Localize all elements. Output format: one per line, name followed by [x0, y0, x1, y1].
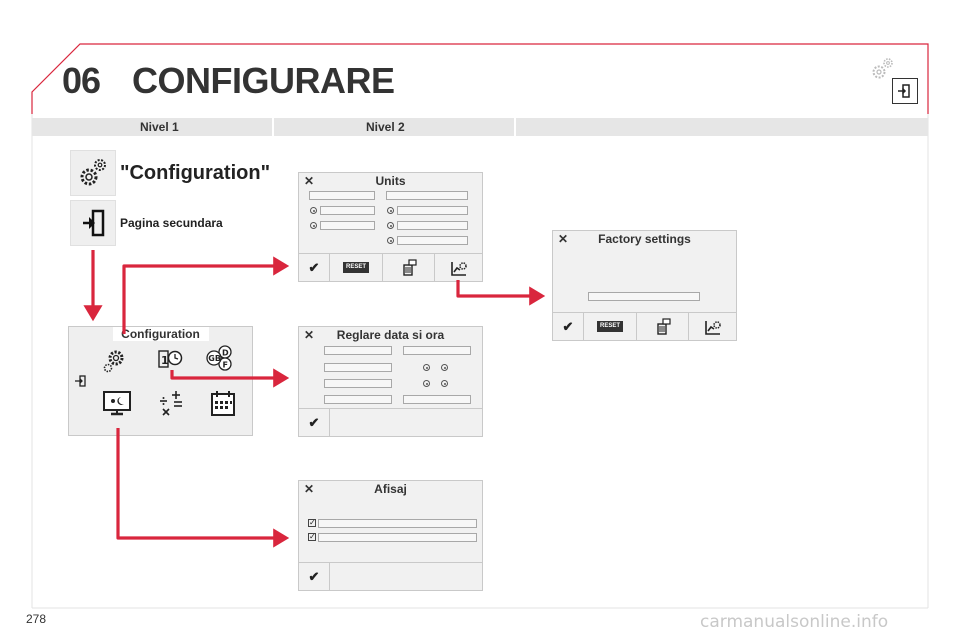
- units-option[interactable]: [320, 221, 375, 230]
- close-icon[interactable]: ✕: [304, 482, 315, 496]
- radio-button[interactable]: [441, 364, 448, 371]
- configuration-panel-title: Configuration: [113, 327, 209, 341]
- exit-page-icon: [75, 205, 111, 241]
- checkbox[interactable]: ✓: [309, 518, 316, 527]
- radio-button[interactable]: [310, 207, 317, 214]
- units-option[interactable]: [397, 206, 468, 215]
- close-icon[interactable]: ✕: [304, 174, 315, 188]
- units-panel-title: Units: [375, 174, 406, 188]
- reset-icon: RESET: [597, 321, 623, 332]
- delete-button[interactable]: [383, 254, 435, 281]
- units-field[interactable]: [309, 191, 375, 200]
- datetime-action-bar: [299, 408, 482, 436]
- radio-button[interactable]: [387, 237, 394, 244]
- settings-gears-icon: [75, 155, 111, 191]
- display-action-bar: [299, 562, 482, 590]
- date-field[interactable]: [324, 379, 392, 388]
- svg-text:1: 1: [161, 354, 169, 367]
- empty-cell: [330, 563, 482, 590]
- time-field[interactable]: [403, 395, 471, 404]
- units-panel: [298, 172, 483, 282]
- svg-text:GB: GB: [208, 354, 221, 363]
- check-icon[interactable]: ✔: [299, 563, 330, 590]
- close-icon[interactable]: ✕: [558, 232, 569, 246]
- checkbox[interactable]: ✓: [309, 532, 316, 541]
- reset-icon: RESET: [343, 262, 369, 273]
- datetime-panel: [298, 326, 483, 437]
- date-field[interactable]: [324, 346, 392, 355]
- chapter-title: CONFIGURARE: [132, 60, 395, 101]
- factory-settings-icon: [704, 318, 722, 336]
- watermark: carmanualsonline.info: [700, 612, 889, 632]
- reset-button[interactable]: [584, 313, 637, 340]
- svg-text:F: F: [222, 360, 228, 370]
- units-action-bar: [299, 253, 482, 281]
- units-option[interactable]: [397, 221, 468, 230]
- units-option[interactable]: [397, 236, 468, 245]
- clock-icon[interactable]: [157, 347, 185, 373]
- factory-reset-button[interactable]: [689, 313, 736, 340]
- empty-cell: [330, 409, 482, 436]
- configuration-menu-tile[interactable]: [70, 150, 116, 196]
- delete-button[interactable]: [637, 313, 689, 340]
- settings-gears-icon[interactable]: [101, 345, 131, 375]
- main-title: "Configuration": [120, 162, 271, 184]
- factory-settings-icon: [450, 259, 468, 277]
- check-icon[interactable]: ✔: [553, 313, 584, 340]
- radio-button[interactable]: [387, 207, 394, 214]
- column-level-1: Nivel 1: [140, 120, 179, 134]
- check-icon[interactable]: ✔: [299, 254, 330, 281]
- svg-text:D: D: [222, 348, 229, 358]
- units-field[interactable]: [386, 191, 468, 200]
- page-number: 278: [26, 612, 47, 626]
- date-field[interactable]: [324, 363, 392, 372]
- display-panel: [298, 480, 483, 591]
- datetime-panel-title: Reglare data si ora: [336, 328, 445, 342]
- display-panel-title: Afisaj: [374, 482, 407, 496]
- exit-glyph-icon: [893, 79, 917, 103]
- exit-page-icon[interactable]: [73, 373, 89, 389]
- display-option[interactable]: [318, 533, 477, 542]
- time-field[interactable]: [403, 346, 471, 355]
- close-icon[interactable]: ✕: [304, 328, 315, 342]
- radio-button[interactable]: [441, 380, 448, 387]
- column-separator: [272, 118, 274, 136]
- factory-reset-button[interactable]: [435, 254, 482, 281]
- factory-settings-panel: [552, 230, 737, 341]
- display-option[interactable]: [318, 519, 477, 528]
- factory-action-bar: [553, 312, 736, 340]
- secondary-page-tile[interactable]: [70, 200, 116, 246]
- language-icon[interactable]: [203, 343, 237, 373]
- column-header-bar: [32, 118, 928, 136]
- check-icon[interactable]: ✔: [299, 409, 330, 436]
- factory-field: [588, 292, 700, 301]
- delete-icon: [654, 318, 672, 336]
- reset-button[interactable]: [330, 254, 383, 281]
- units-option[interactable]: [320, 206, 375, 215]
- exit-page-icon[interactable]: [892, 78, 918, 104]
- delete-icon: [400, 259, 418, 277]
- configuration-panel: [68, 326, 253, 436]
- brightness-icon[interactable]: [101, 389, 133, 419]
- radio-button[interactable]: [423, 364, 430, 371]
- column-level-2: Nivel 2: [366, 120, 405, 134]
- chapter-number: 06: [62, 60, 101, 101]
- radio-button[interactable]: [310, 222, 317, 229]
- calculator-icon[interactable]: [157, 389, 187, 419]
- column-separator: [514, 118, 516, 136]
- secondary-page-label: Pagina secundara: [120, 216, 223, 230]
- date-field[interactable]: [324, 395, 392, 404]
- calendar-icon[interactable]: [209, 389, 237, 419]
- radio-button[interactable]: [387, 222, 394, 229]
- factory-panel-title: Factory settings: [598, 232, 691, 246]
- radio-button[interactable]: [423, 380, 430, 387]
